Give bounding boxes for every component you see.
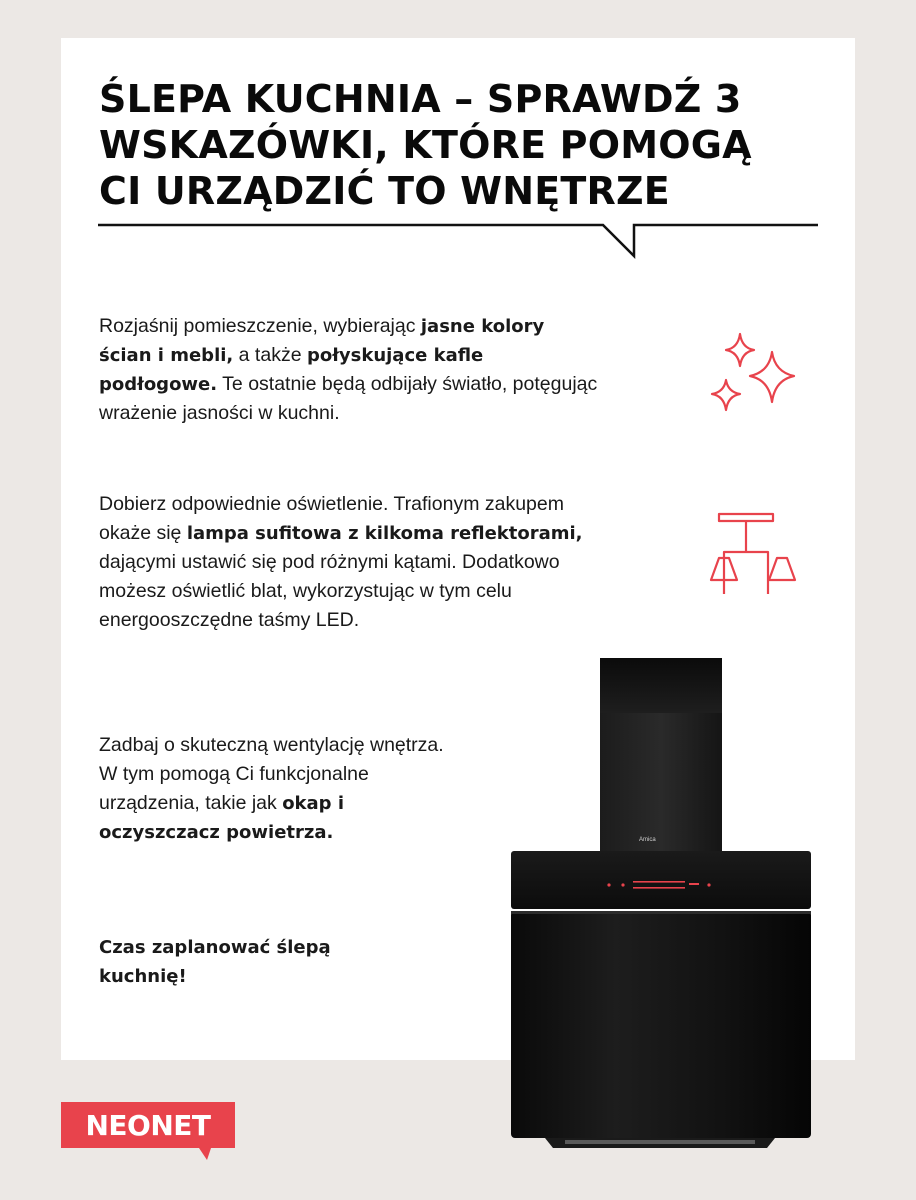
speech-bubble-underline xyxy=(98,220,818,264)
tip-lighting xyxy=(99,490,619,635)
tip1-bold-a: jasne kolory ścian i mebli, xyxy=(99,316,545,366)
ceiling-lamp-icon xyxy=(707,512,803,598)
cooker-hood-image xyxy=(505,655,815,1160)
tip1-text-b: a także xyxy=(233,344,307,366)
logo-text: NEONET xyxy=(85,1109,211,1142)
tip2-text-b: dającymi ustawić się pod różnymi kątami. Dodatkowo możesz oświetlić blat, wykorzystując w tym celu energooszczędne taśmy LED. xyxy=(99,551,560,631)
closing-text xyxy=(99,933,399,991)
title-line-3: CI URZĄDZIĆ TO WNĘTRZE xyxy=(99,169,670,213)
sparkles-icon xyxy=(706,330,804,416)
tip-ventilation xyxy=(99,731,459,847)
title-line-1: ŚLEPA KUCHNIA – SPRAWDŹ 3 xyxy=(99,77,742,121)
tip2-text-a: Dobierz odpowiednie oświetlenie. Trafionym zakupem okaże się xyxy=(99,493,564,544)
tip3-bold-a: okap i oczyszczacz powietrza. xyxy=(99,793,344,843)
tip1-text-a: Rozjaśnij pomieszczenie, wybierając xyxy=(99,315,421,337)
closing-bold: Czas zaplanować ślepą kuchnię! xyxy=(99,937,331,987)
tip3-text-a: Zadbaj o skuteczną wentylację wnętrza. W tym pomogą Ci funkcjonalne urządzenia, takie jak xyxy=(99,734,444,814)
hood-brand-label: Amica xyxy=(639,837,656,843)
tip1-text-c: Te ostatnie będą odbijały światło, potęgując wrażenie jasności w kuchni. xyxy=(99,373,598,424)
neonet-logo xyxy=(61,1102,235,1160)
tip1-bold-b: połyskujące kafle podłogowe. xyxy=(99,345,484,395)
title-line-2: WSKAZÓWKI, KTÓRE POMOGĄ xyxy=(99,123,752,167)
tip2-bold-a: lampa sufitowa z kilkoma reflektorami, xyxy=(186,523,583,544)
page-title xyxy=(99,76,839,214)
tip-brightness xyxy=(99,312,599,428)
